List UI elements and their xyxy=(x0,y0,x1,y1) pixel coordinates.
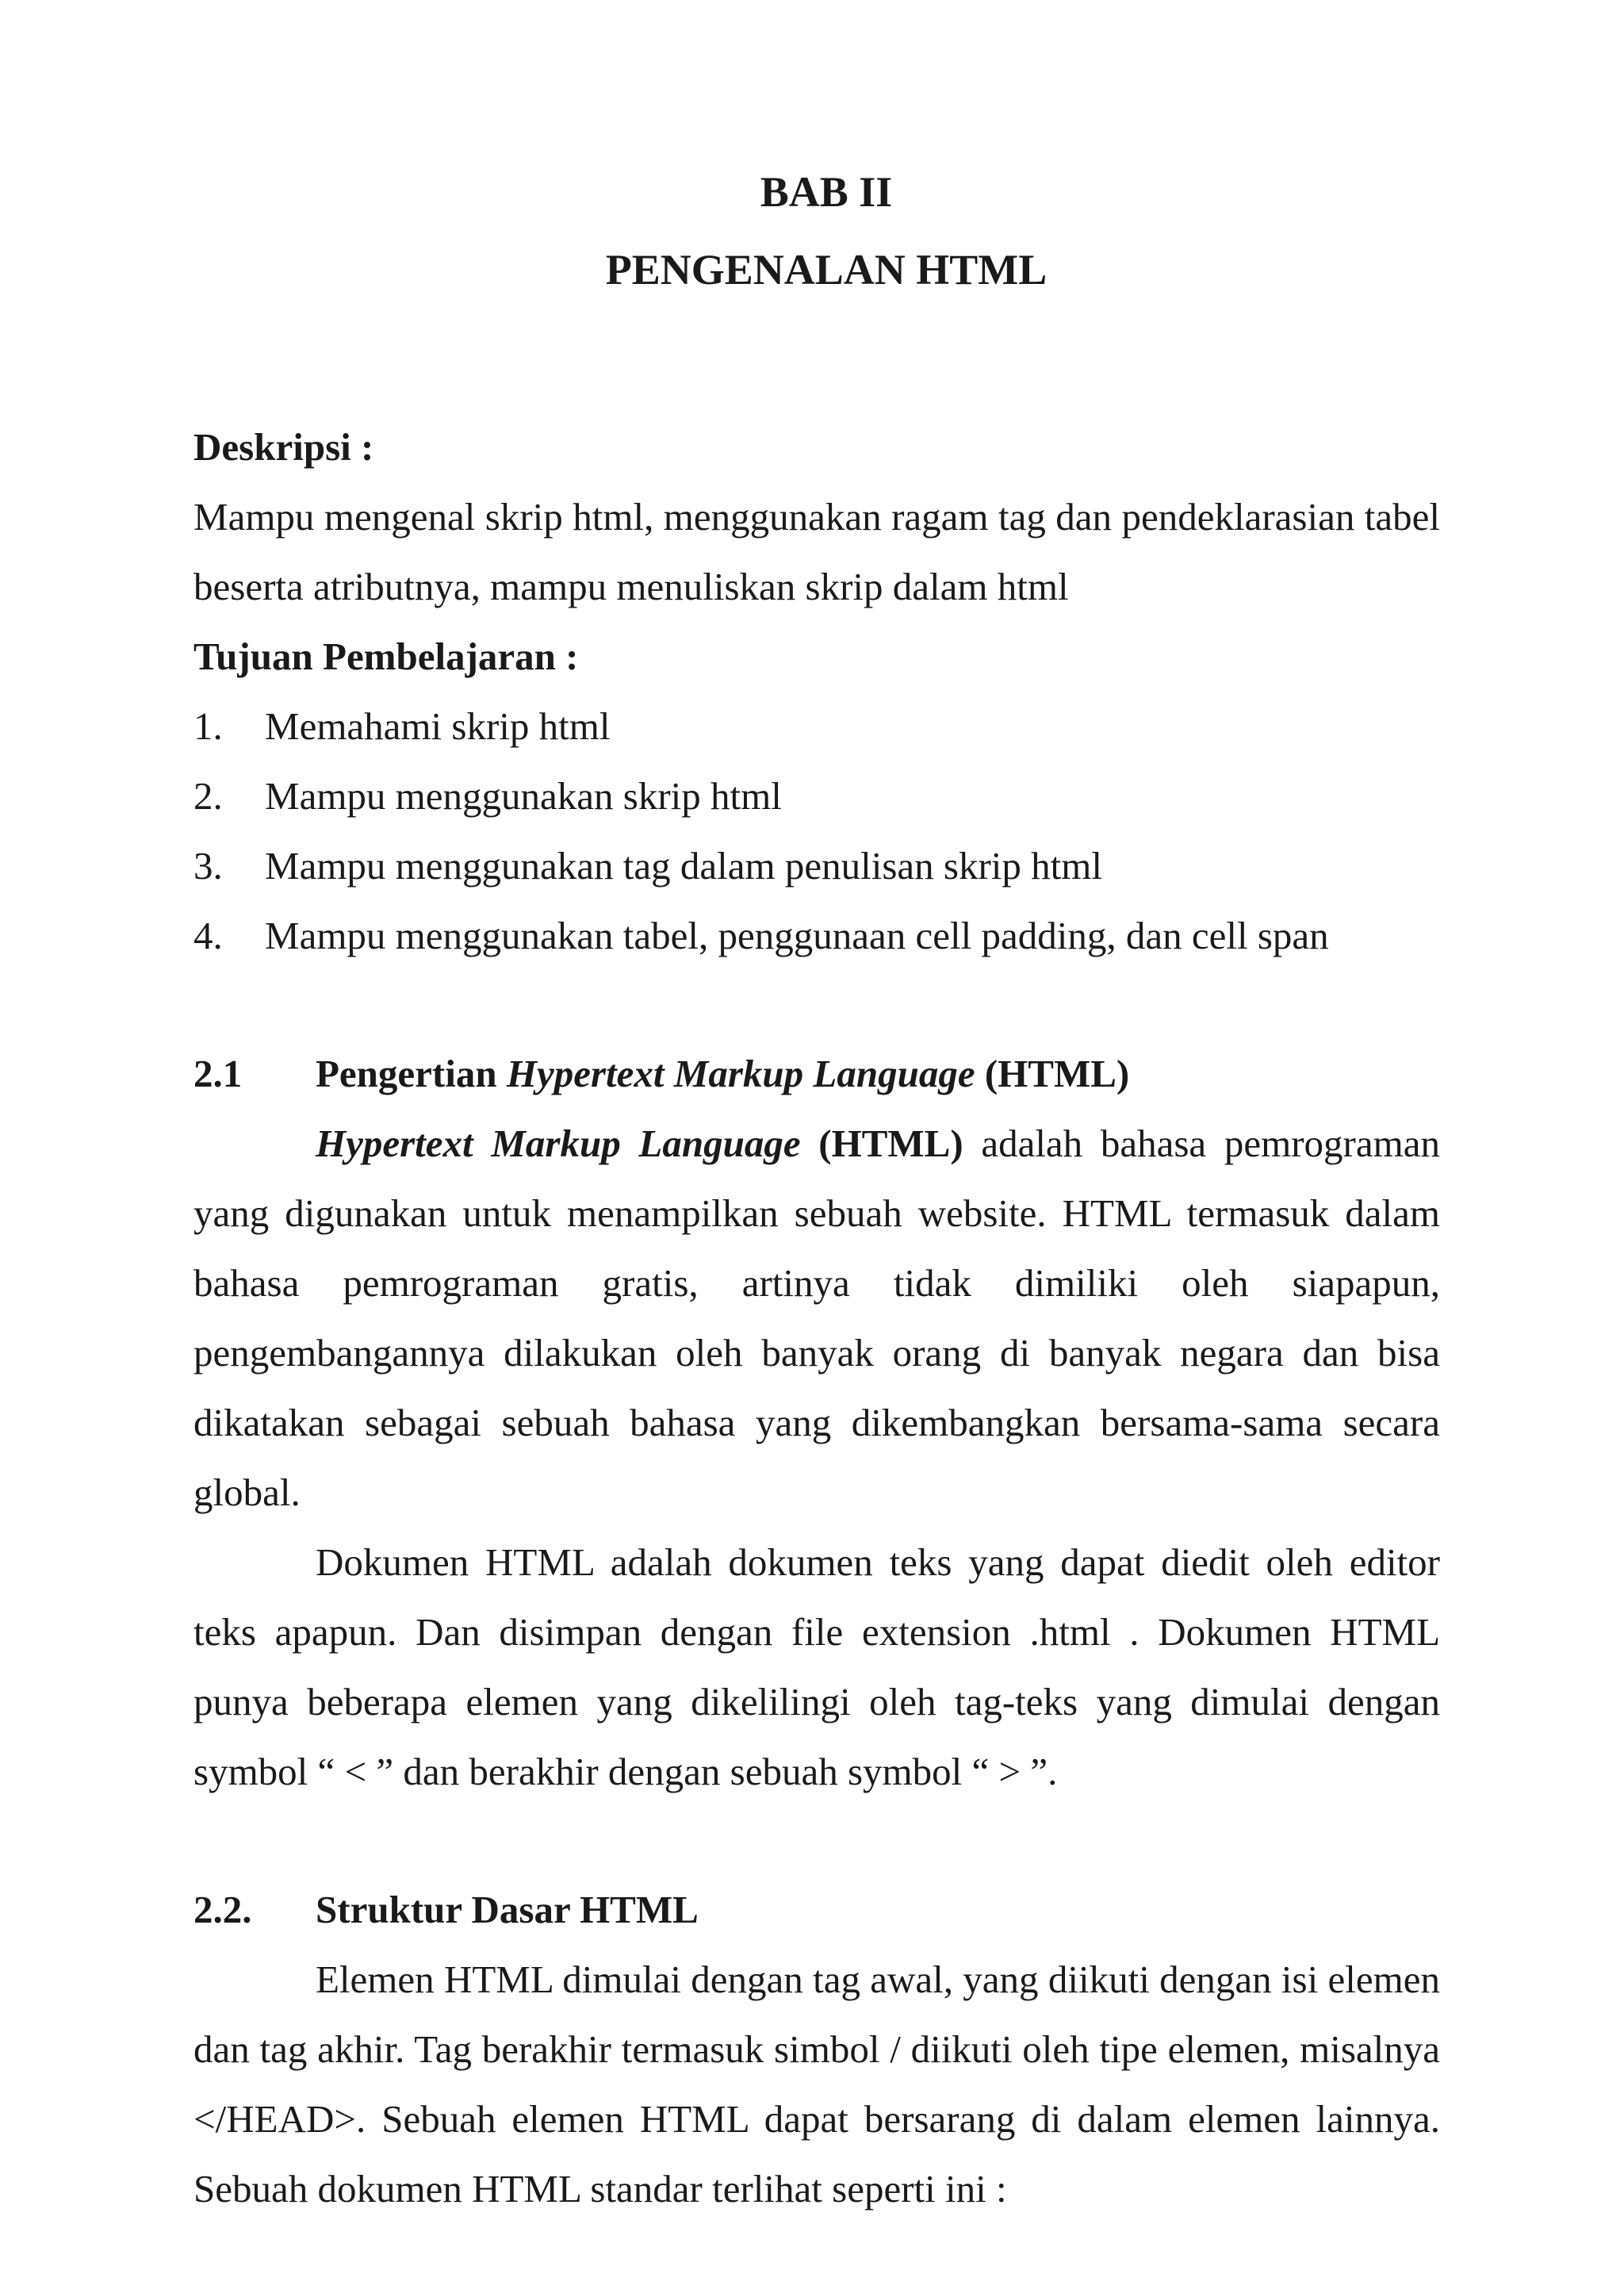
list-item-number: 3. xyxy=(193,844,223,888)
list-item-text: Mampu menggunakan tabel, penggunaan cell padding, dan cell span xyxy=(265,914,1329,957)
list-item-number: 1. xyxy=(193,704,223,748)
section-title-suffix: (HTML) xyxy=(975,1052,1130,1095)
chapter-title: PENGENALAN HTML xyxy=(605,246,1048,293)
section-heading-2-1 xyxy=(193,1039,1440,1109)
description-text: Mampu mengenal skrip html, menggunakan ragam tag dan pendeklarasian tabel beserta atributnya, mampu menuliskan skrip dalam html xyxy=(193,495,1440,608)
list-item xyxy=(193,761,1440,831)
section1-paragraph-1 xyxy=(193,1109,1440,1528)
list-item xyxy=(193,901,1440,971)
chapter-number: BAB II xyxy=(760,168,893,216)
list-item-number: 4. xyxy=(193,914,223,957)
list-item xyxy=(193,692,1440,761)
paragraph-text: adalah bahasa pemrograman yang digunakan untuk menampilkan sebuah website. HTML termasuk dalam bahasa pemrograman gratis, artinya tidak dimiliki oleh siapapun, pengembangannya dilakukan oleh banyak orang di banyak negara dan bisa dikatakan sebagai sebuah bahasa yang dikembangkan bersama-sama secara global. xyxy=(193,1122,1440,1514)
term-bold: (HTML) xyxy=(800,1122,963,1165)
list-item-text: Mampu menggunakan skrip html xyxy=(265,774,782,818)
objectives-label: Tujuan Pembelajaran : xyxy=(193,635,579,678)
list-item xyxy=(193,831,1440,901)
section-number: 2.2. xyxy=(193,1888,252,1931)
section2-paragraph-1: Elemen HTML dimulai dengan tag awal, yang diikuti dengan isi elemen dan tag akhir. Tag berakhir termasuk simbol / diikuti oleh tipe elemen, misalnya </HEAD>. Sebuah elemen HTML dapat bersarang di dalam elemen lainnya. Sebuah dokumen HTML standar terlihat seperti ini : xyxy=(193,1957,1440,2211)
section1-paragraph-2: Dokumen HTML adalah dokumen teks yang dapat diedit oleh editor teks apapun. Dan disimpan dengan file extension .html . Dokumen HTML punya beberapa elemen yang dikelilingi oleh tag-teks yang dimulai dengan symbol “ < ” dan berakhir dengan sebuah symbol “ > ”. xyxy=(193,1540,1440,1793)
term-italic: Hypertext Markup Language xyxy=(316,1122,801,1165)
section-title-italic: Hypertext Markup Language xyxy=(506,1052,975,1095)
section-title-prefix: Pengertian xyxy=(316,1052,507,1095)
objectives-list xyxy=(193,692,1440,971)
list-item-text: Memahami skrip html xyxy=(265,704,611,748)
description-label: Deskripsi : xyxy=(193,425,374,469)
section-number: 2.1 xyxy=(193,1052,243,1095)
section-title: Struktur Dasar HTML xyxy=(316,1888,699,1931)
list-item-number: 2. xyxy=(193,774,223,818)
section-title xyxy=(316,1039,1129,1109)
section-heading-2-2 xyxy=(193,1875,1440,1945)
list-item-text: Mampu menggunakan tag dalam penulisan skrip html xyxy=(265,844,1103,888)
